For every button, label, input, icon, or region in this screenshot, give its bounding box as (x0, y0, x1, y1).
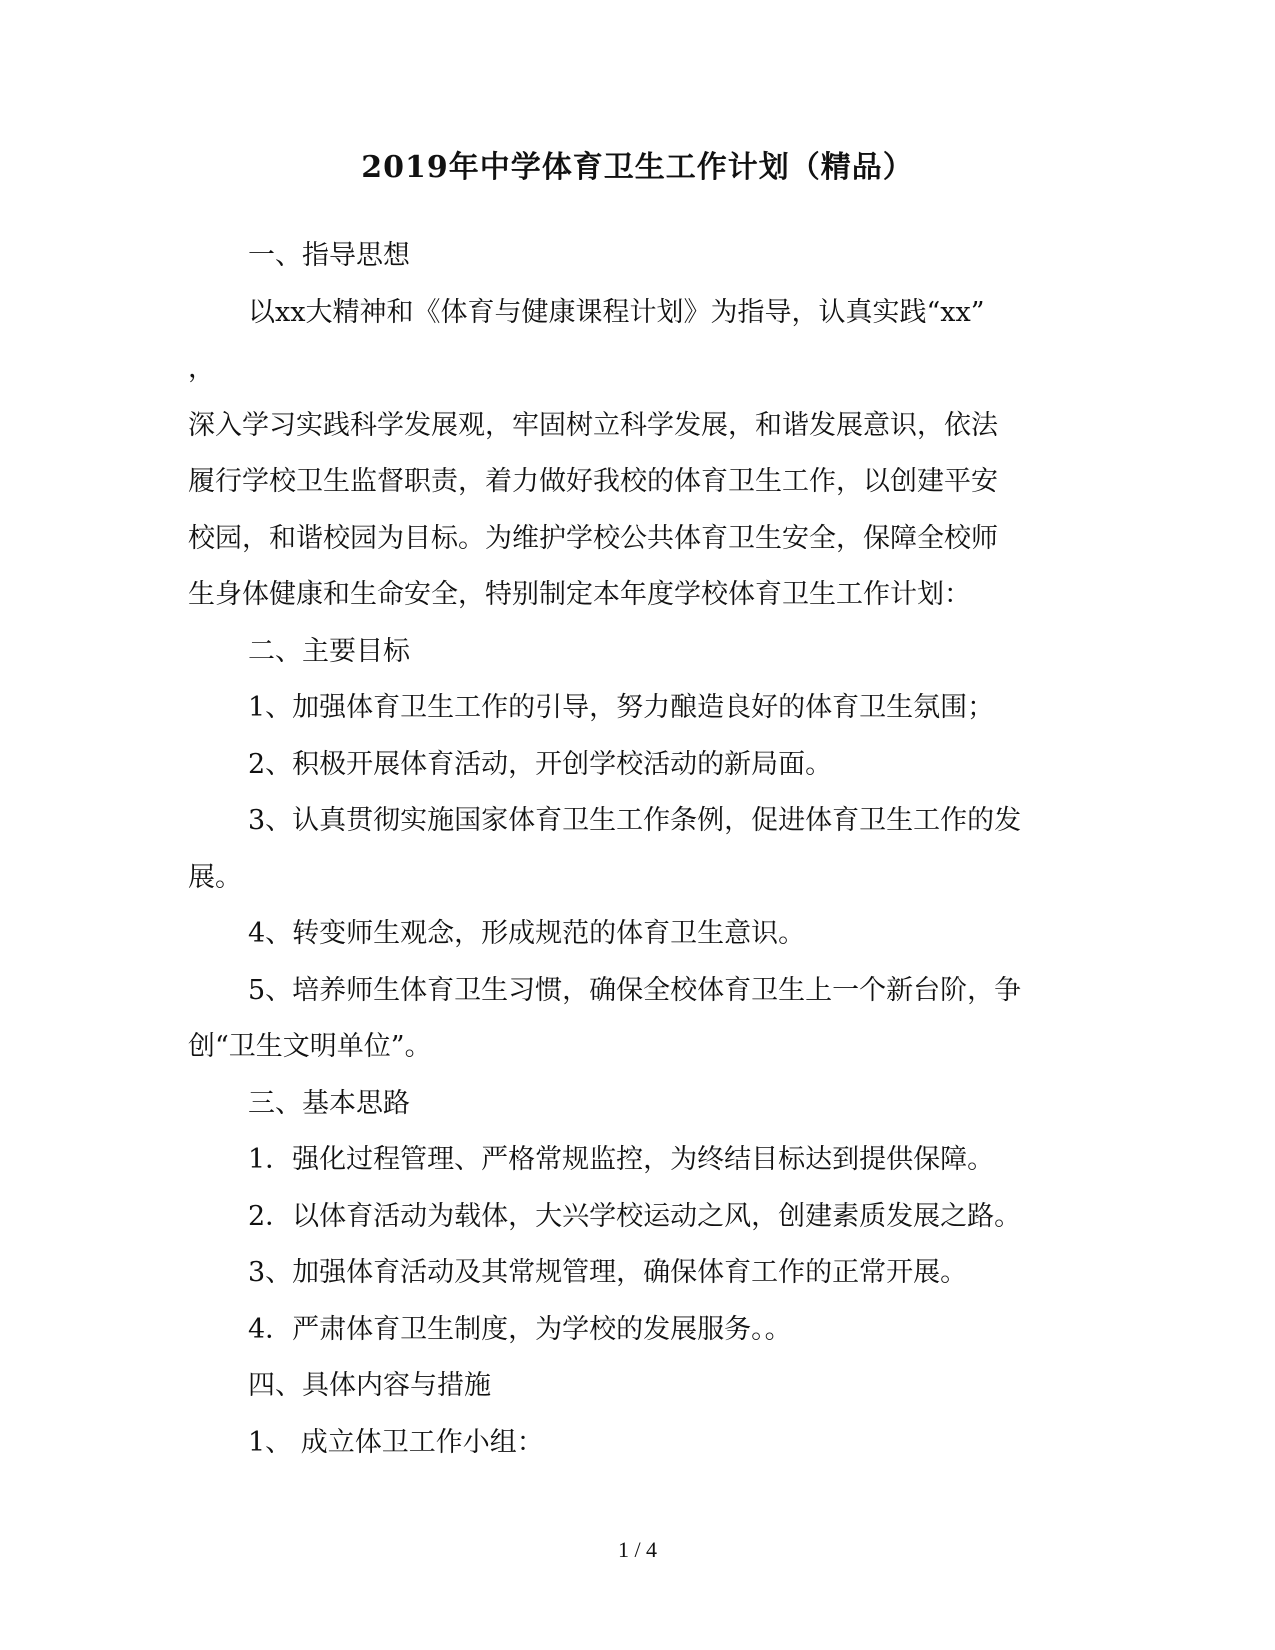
list-item: 3、认真贯彻实施国家体育卫生工作条例，促进体育卫生工作的发 (248, 805, 1022, 836)
paragraph-line: 深入学习实践科学发展观，牢固树立科学发展，和谐发展意识，依法 (188, 409, 998, 441)
list-item: 1、 成立体卫工作小组： (248, 1426, 544, 1458)
list-item: 1．强化过程管理、严格常规监控，为终结目标达到提供保障。 (248, 1144, 995, 1175)
heading-basic-approach: 三、基本思路 (248, 1087, 410, 1119)
list-item: 1、加强体育卫生工作的引导，努力酿造良好的体育卫生氛围； (248, 692, 995, 723)
paragraph-line: 以xx大精神和《体育与健康课程计划》为指导，认真实践“xx” (248, 296, 985, 328)
document-body (188, 228, 1088, 1471)
paragraph-line: 校园，和谐校园为目标。为维护学校公共体育卫生安全，保障全校师 (188, 522, 998, 554)
paragraph-line: ， (188, 353, 215, 384)
paragraph-line: 生身体健康和生命安全，特别制定本年度学校体育卫生工作计划： (188, 579, 971, 610)
list-item-continuation: 展。 (188, 861, 242, 893)
list-item: 4．严肃体育卫生制度，为学校的发展服务。。 (248, 1313, 792, 1345)
list-item: 5、培养师生体育卫生习惯，确保全校体育卫生上一个新台阶，争 (248, 974, 1022, 1006)
list-item-continuation: 创“卫生文明单位”。 (188, 1031, 432, 1062)
paragraph-line: 履行学校卫生监督职责，着力做好我校的体育卫生工作，以创建平安 (188, 466, 998, 497)
document-title: 2019年中学体育卫生工作计划（精品） (361, 150, 914, 185)
list-item: 2、积极开展体育活动，开创学校活动的新局面。 (248, 748, 833, 780)
list-item: 4、转变师生观念，形成规范的体育卫生意识。 (248, 918, 806, 949)
heading-guiding-ideology: 一、指导思想 (248, 240, 410, 271)
heading-main-goals: 二、主要目标 (248, 635, 410, 667)
list-item: 3、加强体育活动及其常规管理，确保体育工作的正常开展。 (248, 1257, 968, 1288)
list-item: 2．以体育活动为载体，大兴学校运动之风，创建素质发展之路。 (248, 1200, 1022, 1232)
heading-content-measures: 四、具体内容与措施 (248, 1370, 491, 1401)
page-number: 1 / 4 (617, 1537, 658, 1562)
